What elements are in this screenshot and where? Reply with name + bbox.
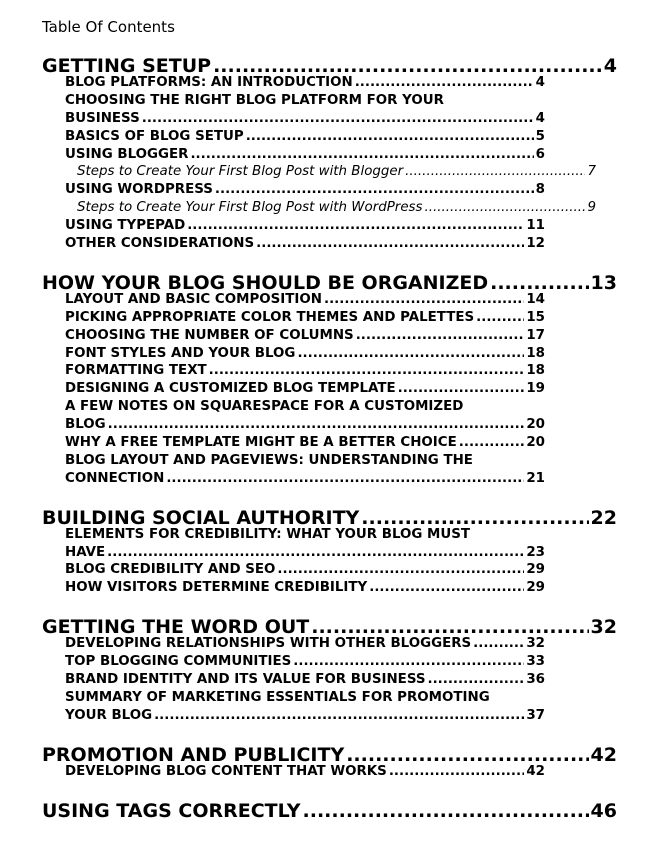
toc-heading-link[interactable] bbox=[42, 272, 617, 292]
dot-leader bbox=[361, 507, 588, 529]
entry-title: PICKING APPROPRIATE COLOR THEMES AND PALETTES bbox=[65, 309, 475, 325]
page-number: 42 bbox=[590, 743, 617, 766]
dot-leader bbox=[108, 417, 525, 432]
toc-entry-link[interactable] bbox=[65, 147, 545, 165]
dot-leader bbox=[256, 236, 524, 251]
dot-leader bbox=[476, 310, 524, 325]
toc-entry-link[interactable] bbox=[65, 328, 545, 346]
page-number: 29 bbox=[526, 562, 545, 578]
toc-entry-link[interactable] bbox=[65, 708, 545, 726]
entry-title: DEVELOPING BLOG CONTENT THAT WORKS bbox=[65, 763, 387, 779]
page-number: 37 bbox=[526, 707, 545, 723]
dot-leader bbox=[187, 218, 524, 233]
toc-heading-link[interactable] bbox=[42, 507, 617, 527]
toc-section bbox=[0, 744, 660, 782]
entry-title: USING WORDPRESS bbox=[65, 182, 213, 198]
dot-leader bbox=[405, 164, 585, 179]
page-number: 33 bbox=[526, 654, 545, 670]
dot-leader bbox=[459, 435, 525, 450]
dot-leader bbox=[297, 346, 524, 361]
entry-title: Steps to Create Your First Blog Post with WordPress bbox=[77, 200, 423, 216]
entry-title: LAYOUT AND BASIC COMPOSITION bbox=[65, 291, 322, 307]
dot-leader bbox=[398, 381, 525, 396]
toc-section bbox=[0, 272, 660, 489]
toc-heading-link[interactable] bbox=[42, 616, 617, 639]
entry-title: BLOG CREDIBILITY AND SEO bbox=[65, 562, 276, 578]
page-number: 4 bbox=[535, 110, 545, 126]
page-number: 11 bbox=[526, 218, 545, 234]
page-number: 15 bbox=[526, 309, 545, 325]
toc-entry-line[interactable]: BLOG LAYOUT AND PAGEVIEWS: UNDERSTANDING THE bbox=[65, 452, 473, 468]
entry-title: HOW YOUR BLOG SHOULD BE ORGANIZED bbox=[42, 271, 489, 294]
toc-entry-link[interactable] bbox=[65, 654, 545, 672]
toc-entry-link[interactable] bbox=[65, 381, 545, 399]
toc-heading-link[interactable] bbox=[42, 800, 617, 820]
page-number: 36 bbox=[526, 672, 545, 688]
dot-leader bbox=[166, 471, 524, 486]
dot-leader bbox=[190, 147, 533, 162]
entry-title: YOUR BLOG bbox=[65, 707, 153, 723]
page-number: 22 bbox=[590, 506, 617, 529]
toc-entry-link[interactable] bbox=[65, 580, 545, 598]
dot-leader bbox=[142, 111, 534, 126]
toc-section bbox=[0, 55, 660, 254]
toc-entry-link[interactable] bbox=[65, 764, 545, 782]
dot-leader bbox=[355, 75, 534, 90]
entry-title: OTHER CONSIDERATIONS bbox=[65, 236, 255, 252]
page-number: 17 bbox=[526, 327, 545, 343]
page-number: 6 bbox=[535, 146, 545, 162]
entry-title: USING BLOGGER bbox=[65, 146, 189, 162]
entry-title: USING TAGS CORRECTLY bbox=[42, 799, 301, 822]
toc-entry-link[interactable] bbox=[77, 200, 596, 218]
toc-entry-link[interactable] bbox=[65, 562, 545, 580]
page-number: 5 bbox=[535, 128, 545, 144]
dot-leader bbox=[215, 182, 534, 197]
toc-entry-line[interactable]: A FEW NOTES ON SQUARESPACE FOR A CUSTOMIZED bbox=[65, 399, 464, 415]
dot-leader bbox=[277, 562, 524, 577]
entry-title: BRAND IDENTITY AND ITS VALUE FOR BUSINESS bbox=[65, 672, 426, 688]
page-number: 32 bbox=[526, 636, 545, 652]
page-number: 18 bbox=[526, 345, 545, 361]
entry-title: GETTING THE WORD OUT bbox=[42, 616, 310, 639]
page-number: 14 bbox=[526, 291, 545, 307]
page-number: 20 bbox=[526, 417, 545, 433]
dot-leader bbox=[346, 744, 588, 766]
entry-title: BUILDING SOCIAL AUTHORITY bbox=[42, 506, 360, 529]
entry-title: CONNECTION bbox=[65, 470, 165, 486]
entry-title: BUSINESS bbox=[65, 110, 140, 126]
page-number: 19 bbox=[526, 381, 545, 397]
dot-leader bbox=[311, 616, 588, 638]
entry-title: BASICS OF BLOG SETUP bbox=[65, 128, 244, 144]
dot-leader bbox=[246, 129, 534, 144]
dot-leader bbox=[389, 764, 525, 779]
toc-entry-link[interactable] bbox=[65, 471, 545, 489]
entry-title: WHY A FREE TEMPLATE MIGHT BE A BETTER CHOICE bbox=[65, 435, 457, 451]
toc-entry-link[interactable] bbox=[65, 218, 545, 236]
page-number: 21 bbox=[526, 470, 545, 486]
dot-leader bbox=[213, 55, 602, 77]
toc-entry-link[interactable] bbox=[65, 111, 545, 129]
page-number: 20 bbox=[526, 435, 545, 451]
toc-entry-link[interactable] bbox=[65, 435, 545, 453]
toc-entry-link[interactable] bbox=[65, 545, 545, 563]
page-number: 13 bbox=[590, 271, 617, 294]
dot-leader bbox=[490, 272, 588, 294]
entry-title: TOP BLOGGING COMMUNITIES bbox=[65, 654, 292, 670]
dot-leader bbox=[303, 800, 589, 822]
page-number: 29 bbox=[526, 580, 545, 596]
toc-entry-line[interactable]: ELEMENTS FOR CREDIBILITY: WHAT YOUR BLOG MUST bbox=[65, 526, 471, 542]
toc-entry-link[interactable] bbox=[77, 164, 596, 182]
dot-leader bbox=[324, 292, 524, 307]
entry-title: BLOG PLATFORMS: AN INTRODUCTION bbox=[65, 75, 353, 90]
toc-heading-link[interactable] bbox=[42, 744, 617, 764]
toc-entry-link[interactable] bbox=[65, 363, 545, 381]
toc-title: Table Of Contents bbox=[42, 18, 175, 36]
dot-leader bbox=[428, 672, 525, 687]
entry-title: HAVE bbox=[65, 544, 106, 560]
page-number: 46 bbox=[590, 799, 617, 822]
toc-section bbox=[0, 616, 660, 725]
toc-entry-line[interactable]: CHOOSING THE RIGHT BLOG PLATFORM FOR YOUR bbox=[65, 92, 444, 108]
toc-entry-link[interactable] bbox=[65, 636, 545, 654]
page-number: 8 bbox=[535, 182, 545, 198]
page-number: 7 bbox=[587, 164, 596, 180]
toc-heading-link[interactable] bbox=[42, 55, 617, 75]
dot-leader bbox=[209, 363, 525, 378]
toc-entry-link[interactable] bbox=[65, 310, 545, 328]
toc-entry-link[interactable] bbox=[65, 182, 545, 200]
toc-section bbox=[0, 507, 660, 599]
entry-title: GETTING SETUP bbox=[42, 55, 212, 77]
page-number: 23 bbox=[526, 544, 545, 560]
toc-entry-link[interactable] bbox=[65, 236, 545, 254]
toc-entry-link[interactable] bbox=[65, 129, 545, 147]
dot-leader bbox=[293, 654, 524, 669]
entry-title: FORMATTING TEXT bbox=[65, 363, 207, 379]
entry-title: DESIGNING A CUSTOMIZED BLOG TEMPLATE bbox=[65, 381, 396, 397]
toc-entry-link[interactable] bbox=[65, 292, 545, 310]
page-number: 18 bbox=[526, 363, 545, 379]
page-number: 4 bbox=[535, 75, 545, 90]
page-number: 4 bbox=[603, 55, 617, 77]
entry-title: CHOOSING THE NUMBER OF COLUMNS bbox=[65, 327, 354, 343]
toc-entry-link[interactable] bbox=[65, 672, 545, 690]
page-number: 12 bbox=[526, 236, 545, 252]
toc-entry-link[interactable] bbox=[65, 75, 545, 93]
entry-title: PROMOTION AND PUBLICITY bbox=[42, 743, 345, 766]
dot-leader bbox=[356, 328, 525, 343]
toc-entry-link[interactable] bbox=[65, 417, 545, 435]
dot-leader bbox=[369, 580, 524, 595]
toc-entry-line[interactable]: SUMMARY OF MARKETING ESSENTIALS FOR PROMOTING bbox=[65, 689, 490, 705]
entry-title: USING TYPEPAD bbox=[65, 218, 186, 234]
page-number: 32 bbox=[590, 616, 617, 639]
page-number: 42 bbox=[526, 763, 545, 779]
entry-title: BLOG bbox=[65, 417, 106, 433]
table-of-contents bbox=[0, 55, 660, 838]
dot-leader bbox=[425, 200, 586, 215]
entry-title: DEVELOPING RELATIONSHIPS WITH OTHER BLOGGERS bbox=[65, 636, 472, 652]
entry-title: Steps to Create Your First Blog Post with Blogger bbox=[77, 164, 404, 180]
page-number: 9 bbox=[587, 200, 596, 216]
entry-title: FONT STYLES AND YOUR BLOG bbox=[65, 345, 296, 361]
dot-leader bbox=[473, 636, 524, 651]
toc-section bbox=[0, 800, 660, 820]
toc-entry-link[interactable] bbox=[65, 346, 545, 364]
dot-leader bbox=[107, 545, 524, 560]
entry-title: HOW VISITORS DETERMINE CREDIBILITY bbox=[65, 580, 368, 596]
dot-leader bbox=[154, 708, 524, 723]
